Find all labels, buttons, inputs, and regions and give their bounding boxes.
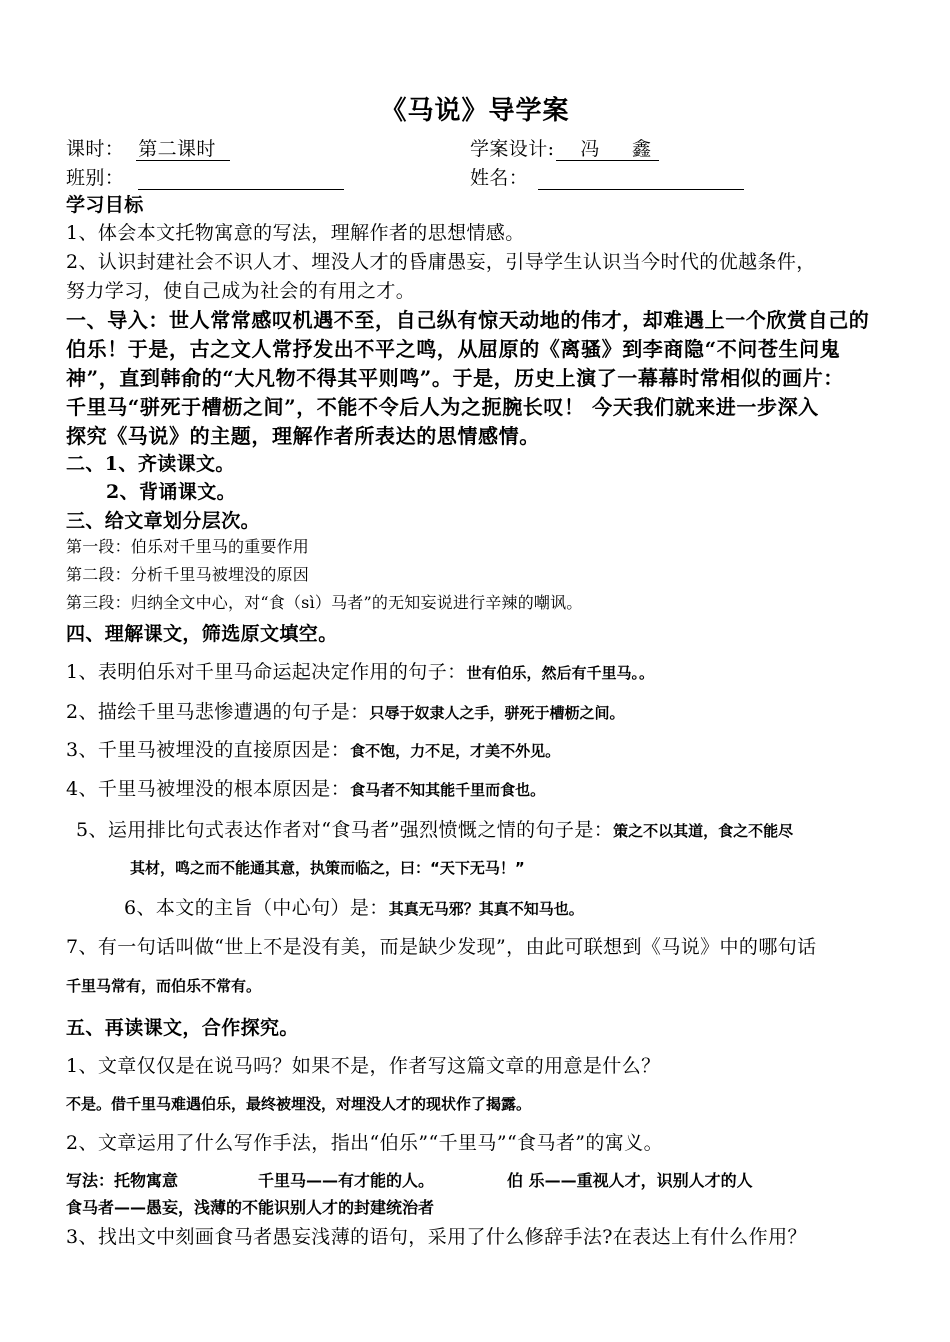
class-field[interactable] — [138, 169, 344, 190]
intro-line-3: 神”，直到韩俞的“大凡物不得其平则鸣”。于是，历史上演了一幕幕时常相似的画片： — [66, 366, 844, 390]
fill-question-5 — [76, 815, 793, 842]
answer-horse: 千里马——有才能的人。 — [258, 1171, 435, 1190]
fill-question-1 — [66, 657, 654, 684]
answer-text: 策之不以其道，食之不能尽 — [613, 822, 794, 840]
answer-text: 食不饱，力不足，才美不外见。 — [350, 742, 561, 760]
answer-bole: 伯 乐——重视人才，识别人才的人 — [507, 1171, 753, 1190]
lesson-value: 第二课时 — [136, 138, 230, 161]
section3-heading: 三、给文章划分层次。 — [66, 510, 261, 532]
question-7: 7、有一句话叫做“世上不是没有美，而是缺少发现”，由此可联想到《马说》中的哪句话 — [66, 936, 817, 958]
name-row — [470, 163, 744, 190]
fill-question-2 — [66, 697, 625, 724]
designer-value: 冯 鑫 — [556, 138, 659, 161]
class-row — [66, 163, 344, 190]
answer-5-line-2: 其材，鸣之而不能通其意，执策而临之，曰：“天下无马！” — [130, 859, 525, 877]
answer-7: 千里马常有，而伯乐不常有。 — [66, 977, 262, 995]
objective-item-2-line1: 2、认识封建社会不识人才、埋没人才的昏庸愚妄，引导学生认识当今时代的优越条件， — [66, 251, 816, 273]
answer-text: 其真无马邪？其真不知马也。 — [388, 900, 584, 918]
paragraph-2: 第二段：分析千里马被埋没的原因 — [66, 565, 310, 584]
answer-text: 世有伯乐，然后有千里马。。 — [466, 664, 655, 682]
objectives-heading: 学习目标 — [66, 194, 144, 216]
question-text: 3、千里马被埋没的直接原因是： — [66, 739, 351, 761]
question-text: 5、运用排比句式表达作者对“食马者”强烈愤慨之情的句子是： — [76, 819, 614, 841]
question-text: 2、描绘千里马悲惨遭遇的句子是： — [66, 701, 370, 723]
question-text: 1、表明伯乐对千里马命运起决定作用的句子： — [66, 661, 467, 683]
inquiry-answer-1: 不是。借千里马难遇伯乐，最终被埋没，对埋没人才的现状作了揭露。 — [66, 1095, 532, 1113]
inquiry-question-3: 3、找出文中刻画食马者愚妄浅薄的语句，采用了什么修辞手法?在表达上有什么作用？ — [66, 1226, 807, 1248]
fill-question-3 — [66, 735, 560, 762]
intro-line-4: 千里马“骈死于槽枥之间”，不能不令后人为之扼腕长叹！ 今天我们就来进一步深入 — [66, 395, 819, 419]
section2-line-1: 二、1、齐读课文。 — [66, 453, 235, 475]
class-label: 班别： — [66, 167, 125, 189]
objective-item-1: 1、体会本文托物寓意的写法，理解作者的思想情感。 — [66, 222, 525, 244]
intro-line-5: 探究《马说》的主题，理解作者所表达的思情感情。 — [66, 424, 540, 448]
lesson-row — [66, 134, 230, 161]
section2-line-2: 2、背诵课文。 — [106, 481, 237, 503]
section5-heading: 五、再读课文，合作探究。 — [66, 1017, 299, 1039]
intro-line-1: 一、导入：世人常常感叹机遇不至，自己纵有惊天动地的伟才，却难遇上一个欣赏自己的 — [66, 308, 870, 332]
designer-label: 学案设计: — [470, 138, 555, 160]
answer-method: 写法：托物寓意 — [66, 1171, 179, 1190]
answer-feeder: 食马者——愚妄，浅薄的不能识别人才的封建统治者 — [66, 1198, 435, 1217]
name-label: 姓名： — [470, 167, 529, 189]
paragraph-1: 第一段：伯乐对千里马的重要作用 — [66, 537, 310, 556]
inquiry-question-2: 2、文章运用了什么写作手法，指出“伯乐”“千里马”“食马者”的寓义。 — [66, 1132, 663, 1154]
intro-line-2: 伯乐！于是，古之文人常抒发出不平之鸣，从屈原的《离骚》到李商隐“不问苍生问鬼 — [66, 337, 841, 361]
section4-heading: 四、理解课文，筛选原文填空。 — [66, 623, 338, 645]
lesson-label: 课时： — [66, 138, 125, 160]
inquiry-question-1: 1、文章仅仅是在说马吗？如果不是，作者写这篇文章的用意是什么？ — [66, 1055, 661, 1077]
question-text: 6、本文的主旨（中心句）是： — [124, 897, 389, 919]
answer-text: 只辱于奴隶人之手，骈死于槽枥之间。 — [369, 704, 625, 722]
designer-row — [470, 134, 659, 161]
fill-question-4 — [66, 774, 545, 801]
page-title: 《马说》导学案 — [380, 96, 570, 126]
answer-text: 食马者不知其能千里而食也。 — [350, 781, 546, 799]
question-text: 4、千里马被埋没的根本原因是： — [66, 778, 351, 800]
name-field[interactable] — [538, 169, 744, 190]
fill-question-6 — [124, 893, 584, 920]
objective-item-2-line2: 努力学习，使自己成为社会的有用之才。 — [66, 280, 416, 302]
paragraph-3: 第三段：归纳全文中心，对“食（sì）马者”的无知妄说进行辛辣的嘲讽。 — [66, 593, 583, 612]
